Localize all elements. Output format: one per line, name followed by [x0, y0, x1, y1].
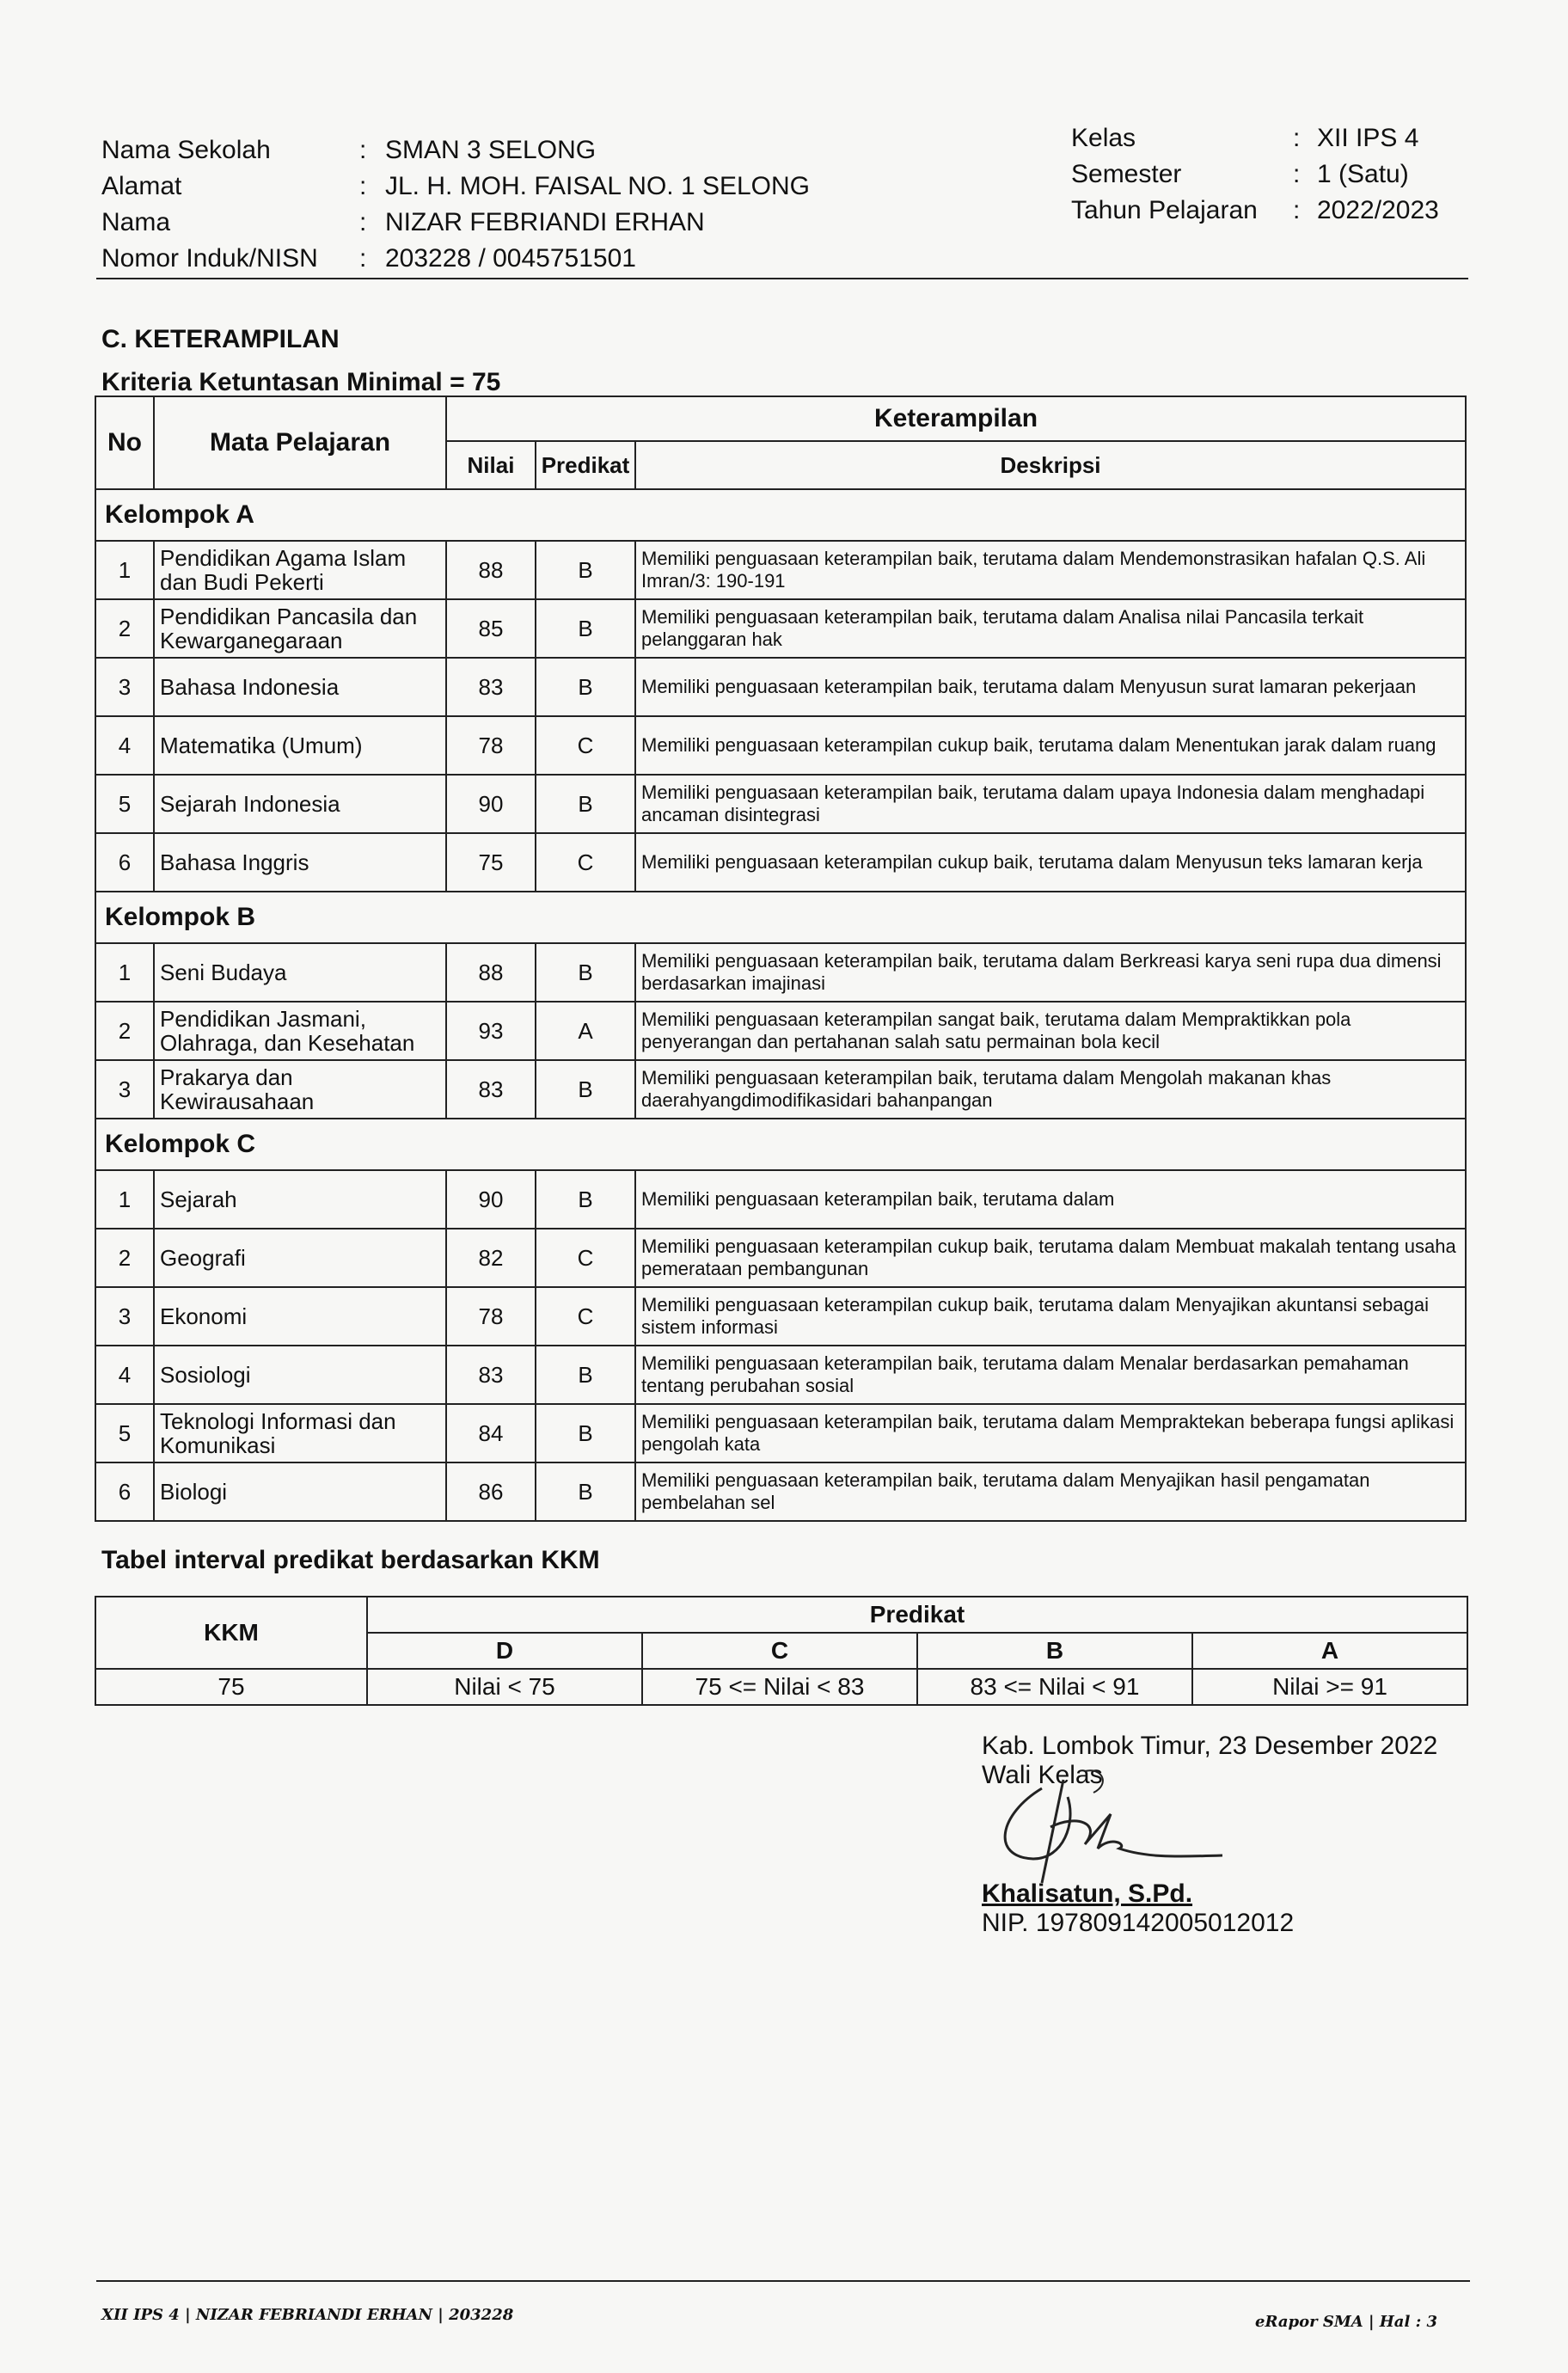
row-subject: Geografi — [154, 1229, 446, 1287]
class-row — [1071, 120, 1439, 156]
table-row — [95, 1462, 1466, 1521]
group-row — [95, 1119, 1466, 1170]
row-predicate: B — [536, 943, 635, 1002]
school-name-row — [101, 132, 810, 169]
header-subject: Mata Pelajaran — [154, 396, 446, 489]
kkm-criteria: Kriteria Ketuntasan Minimal = 75 — [101, 368, 501, 396]
row-value: 90 — [446, 775, 536, 833]
place-date: Kab. Lombok Timur, 23 Desember 2022 — [982, 1732, 1438, 1760]
table-row — [95, 943, 1466, 1002]
address-label: Alamat — [101, 172, 182, 200]
row-predicate: C — [536, 1287, 635, 1346]
row-no: 2 — [95, 1002, 154, 1060]
row-description: Memiliki penguasaan keterampilan baik, terutama dalam Analisa nilai Pancasila terkait pelanggaran hak — [635, 599, 1466, 658]
colon: : — [359, 172, 367, 200]
nisn-value: 203228 / 0045751501 — [385, 244, 636, 273]
kkm-header: KKM — [95, 1597, 367, 1669]
row-description: Memiliki penguasaan keterampilan baik, terutama dalam Menyajikan hasil pengamatan pembelahan sel — [635, 1462, 1466, 1521]
row-subject: Pendidikan Agama Islam dan Budi Pekerti — [154, 541, 446, 599]
semester-value: 1 (Satu) — [1317, 160, 1409, 188]
grade-b-header: B — [917, 1633, 1192, 1669]
range-a: Nilai >= 91 — [1192, 1669, 1467, 1705]
table-row — [95, 599, 1466, 658]
row-predicate: B — [536, 599, 635, 658]
row-no: 5 — [95, 775, 154, 833]
row-predicate: C — [536, 833, 635, 892]
year-label: Tahun Pelajaran — [1071, 196, 1258, 224]
row-no: 4 — [95, 1346, 154, 1404]
signer-nip: NIP. 197809142005012012 — [982, 1909, 1295, 1937]
row-subject: Bahasa Indonesia — [154, 658, 446, 716]
skills-table — [95, 396, 1467, 1522]
row-no: 2 — [95, 599, 154, 658]
row-subject: Biologi — [154, 1462, 446, 1521]
row-value: 78 — [446, 716, 536, 775]
row-no: 3 — [95, 658, 154, 716]
interval-table-title: Tabel interval predikat berdasarkan KKM — [101, 1546, 600, 1574]
row-no: 4 — [95, 716, 154, 775]
year-row — [1071, 193, 1439, 229]
handwritten-signature — [982, 1763, 1240, 1892]
row-value: 88 — [446, 541, 536, 599]
table-row — [95, 716, 1466, 775]
grades-body — [95, 489, 1466, 1521]
class-label: Kelas — [1071, 124, 1136, 152]
colon: : — [1293, 160, 1301, 188]
row-subject: Seni Budaya — [154, 943, 446, 1002]
header-no: No — [95, 396, 154, 489]
table-row — [95, 1346, 1466, 1404]
row-predicate: C — [536, 716, 635, 775]
table-row — [95, 658, 1466, 716]
row-predicate: B — [536, 775, 635, 833]
header-value: Nilai — [446, 441, 536, 489]
row-predicate: B — [536, 1462, 635, 1521]
row-no: 3 — [95, 1287, 154, 1346]
row-predicate: B — [536, 1060, 635, 1119]
row-no: 1 — [95, 943, 154, 1002]
row-no: 5 — [95, 1404, 154, 1462]
row-description: Memiliki penguasaan keterampilan cukup baik, terutama dalam Membuat makalah tentang usaha pemerataan pembangunan — [635, 1229, 1466, 1287]
student-info — [101, 132, 810, 277]
group-name: Kelompok A — [95, 489, 1466, 541]
row-subject: Prakarya dan Kewirausahaan — [154, 1060, 446, 1119]
student-name-row — [101, 205, 810, 241]
row-predicate: B — [536, 1346, 635, 1404]
predikat-header: Predikat — [367, 1597, 1467, 1633]
footer-page: eRapor SMA | Hal : 3 — [1255, 2313, 1438, 2331]
address-row — [101, 169, 810, 205]
group-name: Kelompok C — [95, 1119, 1466, 1170]
row-description: Memiliki penguasaan keterampilan cukup baik, terutama dalam Menyajikan akuntansi sebagai sistem informasi — [635, 1287, 1466, 1346]
row-description: Memiliki penguasaan keterampilan baik, terutama dalam Mengolah makanan khas daerahyangdimodifikasidari bahanpangan — [635, 1060, 1466, 1119]
year-value: 2022/2023 — [1317, 196, 1439, 224]
grade-c-header: C — [642, 1633, 917, 1669]
row-value: 83 — [446, 658, 536, 716]
address-value: JL. H. MOH. FAISAL NO. 1 SELONG — [385, 172, 811, 200]
row-description: Memiliki penguasaan keterampilan baik, terutama dalam upaya Indonesia dalam menghadapi ancaman disintegrasi — [635, 775, 1466, 833]
row-no: 1 — [95, 541, 154, 599]
range-c: 75 <= Nilai < 83 — [642, 1669, 917, 1705]
table-row — [95, 1060, 1466, 1119]
signer-role: Wali Kelas — [982, 1761, 1103, 1789]
header-description: Deskripsi — [635, 441, 1466, 489]
row-value: 93 — [446, 1002, 536, 1060]
row-description: Memiliki penguasaan keterampilan cukup baik, terutama dalam Menyusun teks lamaran kerja — [635, 833, 1466, 892]
table-row — [95, 541, 1466, 599]
row-value: 78 — [446, 1287, 536, 1346]
row-predicate: B — [536, 1404, 635, 1462]
table-row — [95, 1229, 1466, 1287]
row-subject: Sejarah — [154, 1170, 446, 1229]
semester-row — [1071, 156, 1439, 193]
row-predicate: B — [536, 541, 635, 599]
row-value: 85 — [446, 599, 536, 658]
row-subject: Bahasa Inggris — [154, 833, 446, 892]
range-d: Nilai < 75 — [367, 1669, 642, 1705]
row-value: 83 — [446, 1346, 536, 1404]
header-divider — [96, 278, 1468, 279]
row-subject: Sejarah Indonesia — [154, 775, 446, 833]
row-description: Memiliki penguasaan keterampilan baik, terutama dalam — [635, 1170, 1466, 1229]
student-name-value: NIZAR FEBRIANDI ERHAN — [385, 208, 705, 236]
row-description: Memiliki penguasaan keterampilan sangat baik, terutama dalam Mempraktikkan pola penyerangan dan pertahanan salah satu permainan bola kecil — [635, 1002, 1466, 1060]
table-row — [95, 1170, 1466, 1229]
row-subject: Pendidikan Jasmani, Olahraga, dan Kesehatan — [154, 1002, 446, 1060]
row-predicate: A — [536, 1002, 635, 1060]
kkm-value: 75 — [95, 1669, 367, 1705]
section-title: C. KETERAMPILAN — [101, 325, 340, 353]
footer-student: XII IPS 4 | NIZAR FEBRIANDI ERHAN | 203228 — [101, 2306, 514, 2324]
colon: : — [1293, 196, 1301, 224]
row-description: Memiliki penguasaan keterampilan baik, terutama dalam Menalar berdasarkan pemahaman tentang perubahan sosial — [635, 1346, 1466, 1404]
colon: : — [359, 208, 367, 236]
header-skills: Keterampilan — [446, 396, 1466, 441]
row-no: 2 — [95, 1229, 154, 1287]
header-predicate: Predikat — [536, 441, 635, 489]
row-value: 83 — [446, 1060, 536, 1119]
table-row — [95, 1287, 1466, 1346]
row-no: 1 — [95, 1170, 154, 1229]
colon: : — [359, 136, 367, 164]
nisn-row — [101, 241, 810, 277]
row-value: 82 — [446, 1229, 536, 1287]
row-subject: Ekonomi — [154, 1287, 446, 1346]
table-row — [95, 1404, 1466, 1462]
row-predicate: B — [536, 1170, 635, 1229]
class-info — [1071, 120, 1439, 229]
row-value: 75 — [446, 833, 536, 892]
group-name: Kelompok B — [95, 892, 1466, 943]
row-no: 3 — [95, 1060, 154, 1119]
school-name-value: SMAN 3 SELONG — [385, 136, 597, 164]
row-value: 90 — [446, 1170, 536, 1229]
row-value: 86 — [446, 1462, 536, 1521]
signer-name: Khalisatun, S.Pd. — [982, 1879, 1193, 1908]
student-name-label: Nama — [101, 208, 171, 236]
school-name-label: Nama Sekolah — [101, 136, 271, 164]
row-description: Memiliki penguasaan keterampilan cukup baik, terutama dalam Menentukan jarak dalam ruang — [635, 716, 1466, 775]
row-description: Memiliki penguasaan keterampilan baik, terutama dalam Menyusun surat lamaran pekerjaan — [635, 658, 1466, 716]
footer-divider — [96, 2280, 1470, 2282]
row-predicate: B — [536, 658, 635, 716]
colon: : — [1293, 124, 1301, 152]
row-description: Memiliki penguasaan keterampilan baik, terutama dalam Mendemonstrasikan hafalan Q.S. Ali Imran/3: 190-191 — [635, 541, 1466, 599]
row-description: Memiliki penguasaan keterampilan baik, terutama dalam Mempraktekan beberapa fungsi aplikasi pengolah kata — [635, 1404, 1466, 1462]
class-value: XII IPS 4 — [1317, 124, 1419, 152]
row-predicate: C — [536, 1229, 635, 1287]
grade-d-header: D — [367, 1633, 642, 1669]
table-row — [95, 833, 1466, 892]
row-description: Memiliki penguasaan keterampilan baik, terutama dalam Berkreasi karya seni rupa dua dimensi berdasarkan imajinasi — [635, 943, 1466, 1002]
table-row — [95, 775, 1466, 833]
range-b: 83 <= Nilai < 91 — [917, 1669, 1192, 1705]
row-subject: Pendidikan Pancasila dan Kewarganegaraan — [154, 599, 446, 658]
nisn-label: Nomor Induk/NISN — [101, 244, 318, 273]
row-subject: Teknologi Informasi dan Komunikasi — [154, 1404, 446, 1462]
colon: : — [359, 244, 367, 273]
row-subject: Sosiologi — [154, 1346, 446, 1404]
group-row — [95, 489, 1466, 541]
row-no: 6 — [95, 1462, 154, 1521]
row-value: 84 — [446, 1404, 536, 1462]
grade-a-header: A — [1192, 1633, 1467, 1669]
row-no: 6 — [95, 833, 154, 892]
predicate-interval-table — [95, 1596, 1468, 1706]
group-row — [95, 892, 1466, 943]
semester-label: Semester — [1071, 160, 1182, 188]
row-value: 88 — [446, 943, 536, 1002]
table-row — [95, 1002, 1466, 1060]
row-subject: Matematika (Umum) — [154, 716, 446, 775]
